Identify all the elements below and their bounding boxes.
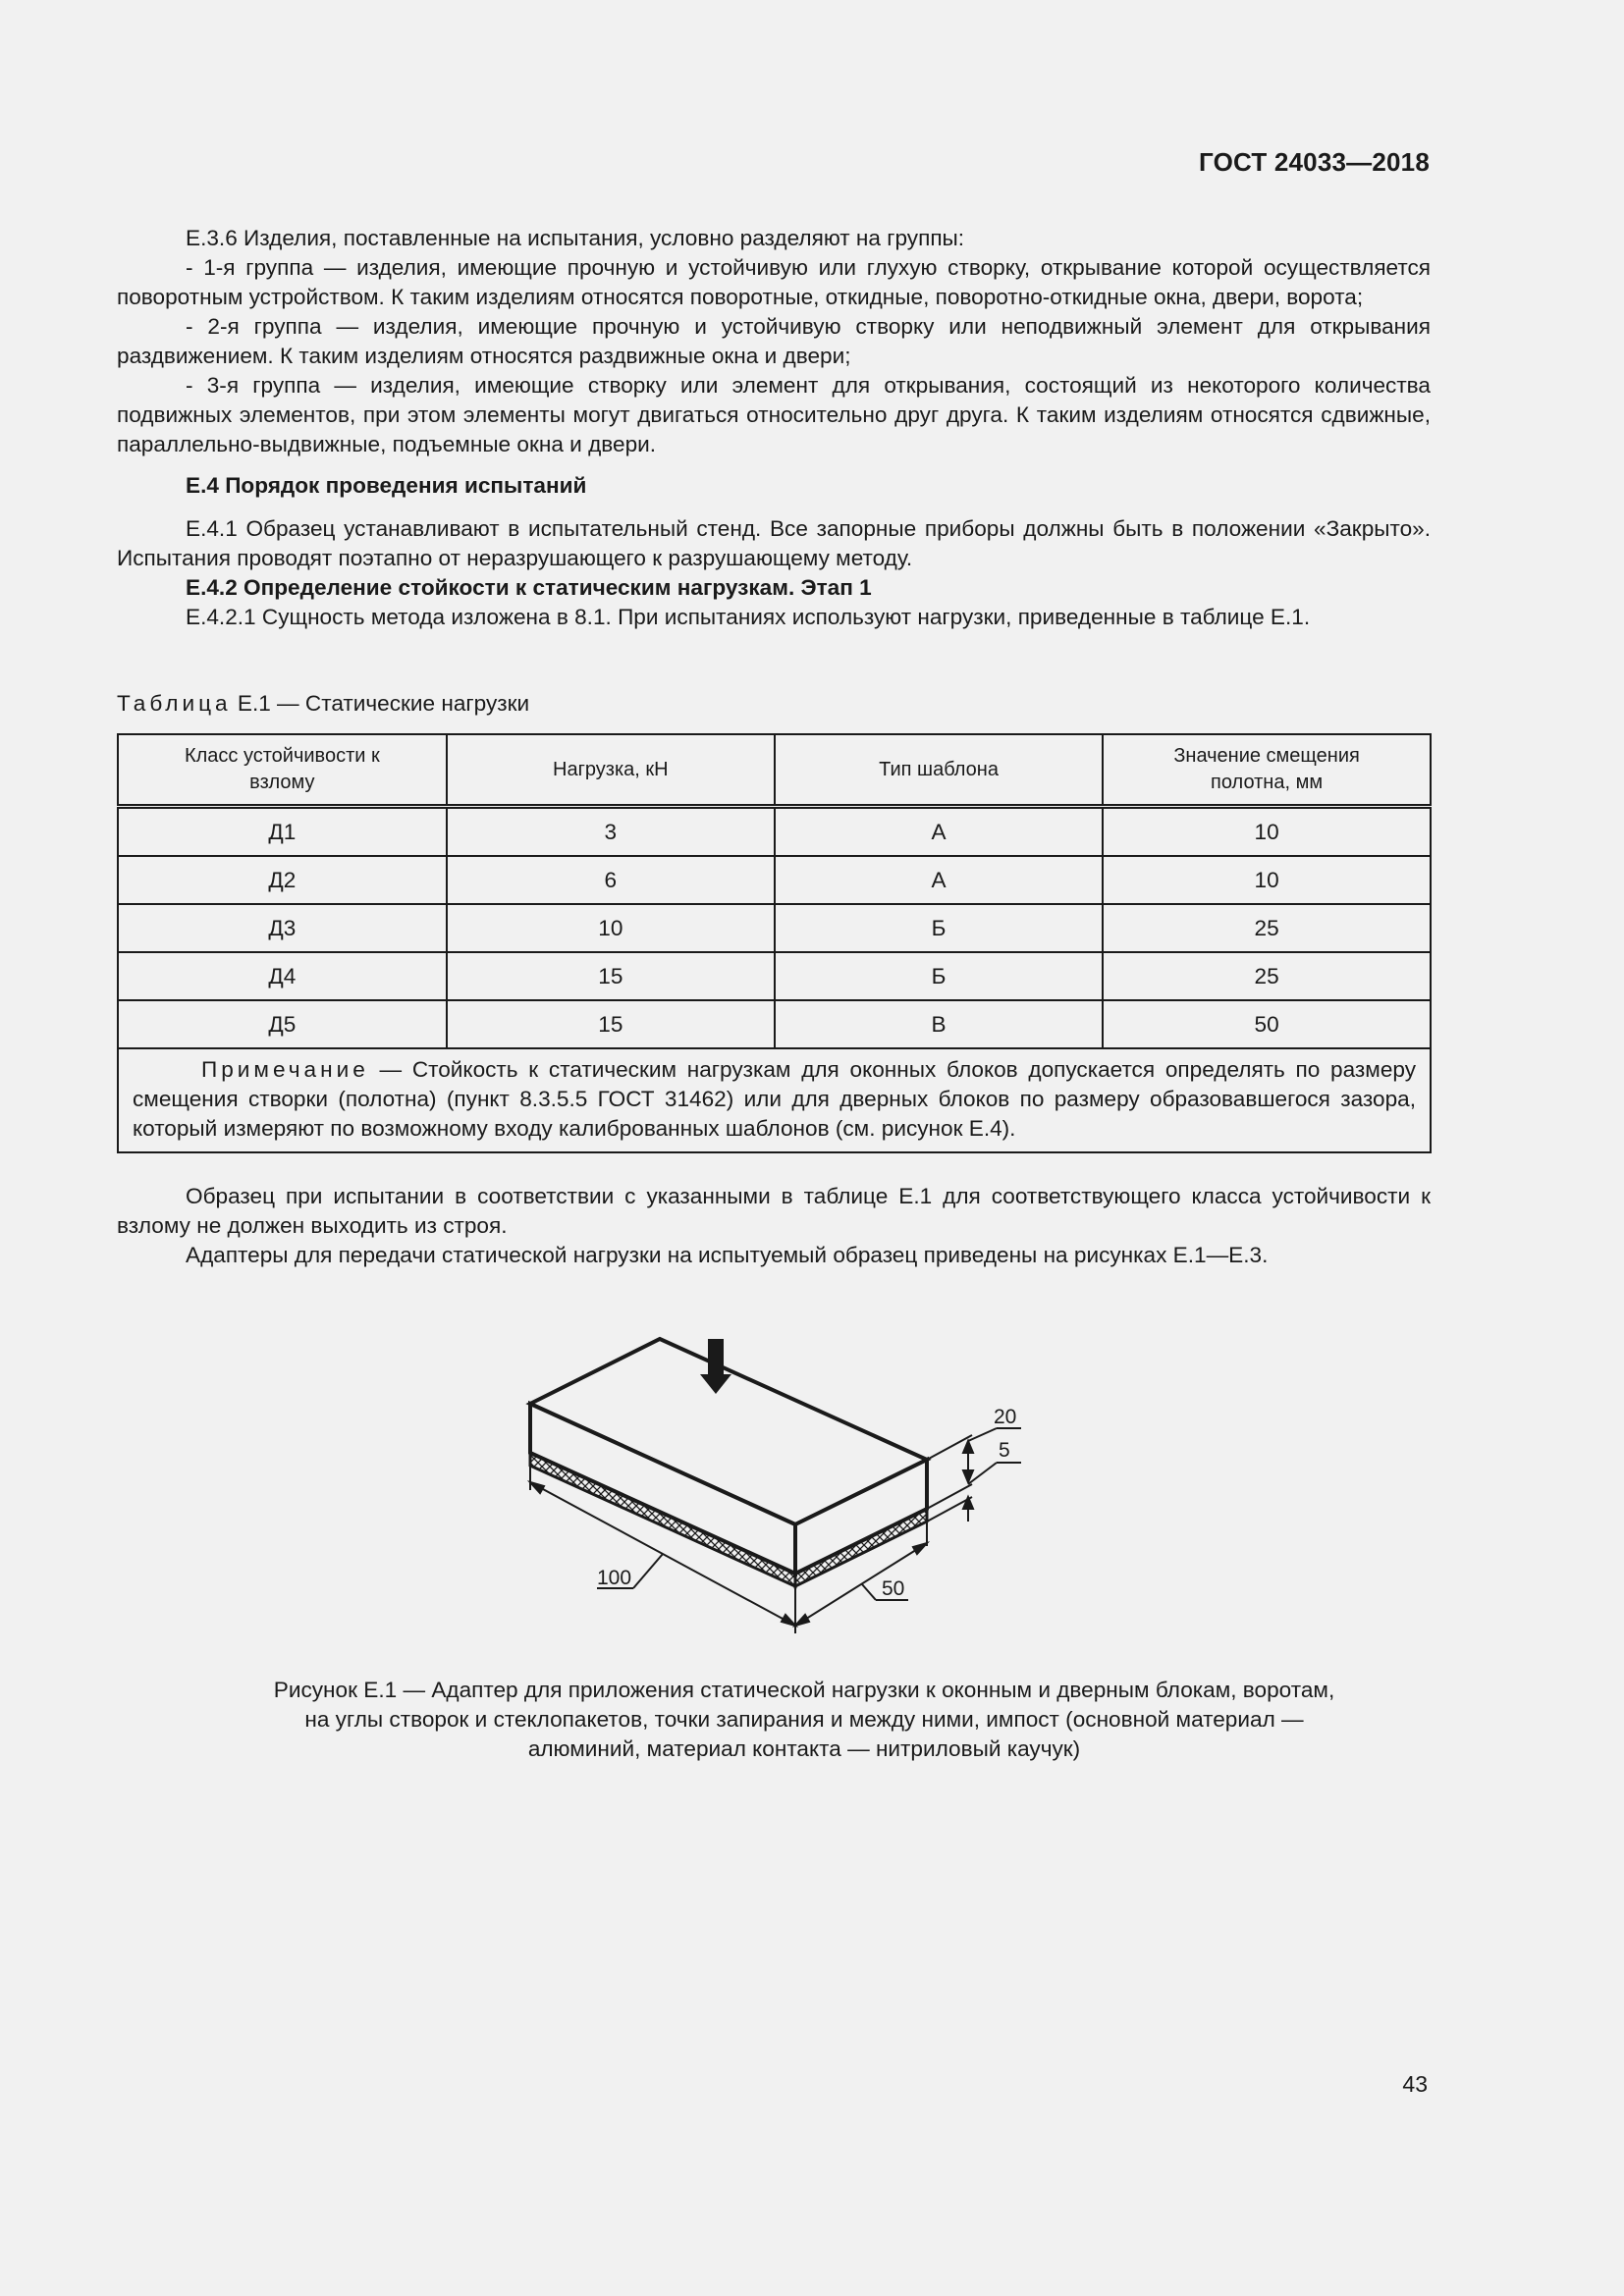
note-text: — Стойкость к статическим нагрузкам для оконных блоков допускается определять по размеру смещения створки (полотна) (пункт 8.3.5.5 ГОСТ 31462) или для дверных блоков по размеру образовавшегося зазора, который измеряют по возможному входу калиброванных шаблонов (см. рисунок Е.4). <box>133 1057 1416 1141</box>
cell-template: В <box>775 1000 1103 1048</box>
paragraph-e36-intro: Е.3.6 Изделия, поставленные на испытания, условно разделяют на группы: <box>186 226 965 250</box>
paragraph-after-table-1: Образец при испытании в соответствии с указанными в таблице Е.1 для соответствующего класса устойчивости к взлому не должен выходить из строя. <box>117 1184 1431 1238</box>
paragraph-e41: Е.4.1 Образец устанавливают в испытательный стенд. Все запорные приборы должны быть в положении «Закрыто». Испытания проводят поэтапно от неразрушающего к разрушающему методу. <box>117 516 1431 570</box>
cell-displacement: 25 <box>1103 904 1431 952</box>
body-text <box>117 224 1431 632</box>
cell-template: Б <box>775 904 1103 952</box>
figure-caption-line: алюминий, материал контакта — нитриловый каучук) <box>527 1736 1081 1761</box>
cell-load: 6 <box>447 856 775 904</box>
cell-template: Б <box>775 952 1103 1000</box>
table-note <box>118 1048 1431 1152</box>
cell-load: 10 <box>447 904 775 952</box>
figure-caption-line: на углы створок и стеклопакетов, точки запирания и между ними, импост (основной материал — <box>304 1707 1304 1732</box>
cell-class: Д1 <box>118 807 447 857</box>
standard-header: ГОСТ 24033—2018 <box>1199 147 1430 177</box>
table-row <box>118 1000 1431 1048</box>
paragraph-after-table-2: Адаптеры для передачи статической нагрузки на испытуемый образец приведены на рисунках Е.1—Е.3. <box>186 1243 1269 1267</box>
cell-class: Д2 <box>118 856 447 904</box>
static-loads-table <box>117 733 1432 1153</box>
cell-template: А <box>775 856 1103 904</box>
header-template: Тип шаблона <box>775 734 1103 807</box>
paragraph-group-3: - 3-я группа — изделия, имеющие створку или элемент для открывания, состоящий из некоторого количества подвижных элементов, при этом элементы могут двигаться относительно друг друга. К таким изделиям относятся сдвижные, параллельно-выдвижные, подъемные окна и двери. <box>117 373 1431 456</box>
dimension-width-label: 50 <box>882 1577 905 1600</box>
cell-displacement: 10 <box>1103 856 1431 904</box>
cell-load: 15 <box>447 1000 775 1048</box>
section-e42-heading: Е.4.2 Определение стойкости к статическим нагрузкам. Этап 1 <box>186 575 872 600</box>
table-note-row <box>118 1048 1431 1152</box>
header-class: Класс устойчивости к взлому <box>118 734 447 807</box>
dimension-layer-label: 5 <box>999 1439 1010 1462</box>
table-row <box>118 856 1431 904</box>
cell-displacement: 50 <box>1103 1000 1431 1048</box>
section-e4-heading: Е.4 Порядок проведения испытаний <box>186 473 587 498</box>
figure-caption <box>117 1676 1491 1764</box>
table-row <box>118 904 1431 952</box>
paragraph-e421: Е.4.2.1 Сущность метода изложена в 8.1. При испытаниях используют нагрузки, приведенные в таблице Е.1. <box>186 605 1311 629</box>
table-caption <box>117 691 529 717</box>
paragraph-group-2: - 2-я группа — изделия, имеющие прочную и устойчивую створку или неподвижный элемент для открывания раздвижением. К таким изделиям относятся раздвижные окна и двери; <box>117 314 1431 368</box>
cell-template: А <box>775 807 1103 857</box>
cell-class: Д5 <box>118 1000 447 1048</box>
dimension-length-label: 100 <box>597 1567 632 1589</box>
table-caption-label: Таблица <box>117 691 232 716</box>
table-header-row <box>118 734 1431 807</box>
page-number: 43 <box>1402 2071 1428 2097</box>
cell-load: 3 <box>447 807 775 857</box>
dimension-height-label: 20 <box>994 1406 1017 1428</box>
note-label: Примечание <box>201 1057 369 1082</box>
after-table-text <box>117 1182 1431 1270</box>
cell-class: Д3 <box>118 904 447 952</box>
header-displacement: Значение смещения полотна, мм <box>1103 734 1431 807</box>
table-caption-title: Е.1 — Статические нагрузки <box>231 691 530 716</box>
adapter-figure <box>511 1325 1041 1649</box>
cell-displacement: 10 <box>1103 807 1431 857</box>
cell-load: 15 <box>447 952 775 1000</box>
paragraph-group-1: - 1-я группа — изделия, имеющие прочную и устойчивую или глухую створку, открывание которой осуществляется поворотным устройством. К таким изделиям относятся поворотные, откидные, поворотно-откидные окна, двери, ворота; <box>117 255 1431 309</box>
cell-displacement: 25 <box>1103 952 1431 1000</box>
table-row <box>118 807 1431 857</box>
cell-class: Д4 <box>118 952 447 1000</box>
table-row <box>118 952 1431 1000</box>
header-load: Нагрузка, кН <box>447 734 775 807</box>
figure-caption-line: Рисунок Е.1 — Адаптер для приложения статической нагрузки к оконным и дверным блокам, воротам, <box>273 1678 1335 1702</box>
